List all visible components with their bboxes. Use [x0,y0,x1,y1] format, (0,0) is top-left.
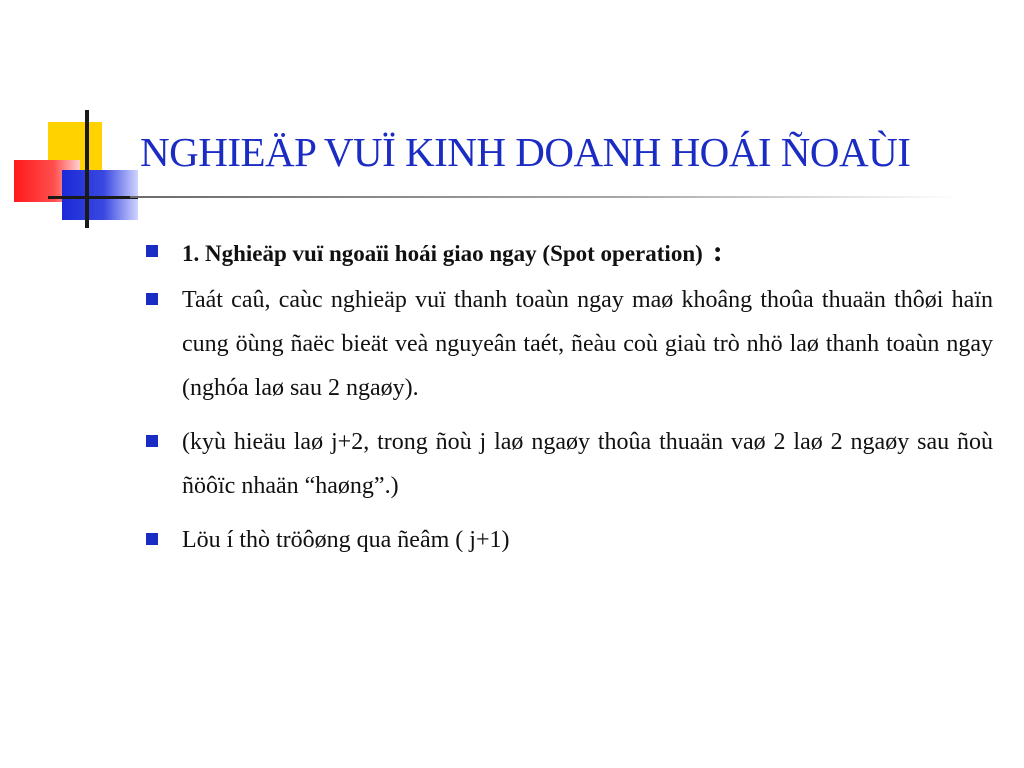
square-bullet-icon [146,245,158,257]
horizontal-line-decoration [48,196,138,199]
blue-block-decoration [62,170,138,220]
bullet-text: (kyù hieäu laø j+2, trong ñoù j laø ngaøy thoûa thuaän vaø 2 laø 2 ngaøy sau ñoù ñöôïc nhaän “haøng”.) [182,429,993,499]
bullet-item-3 [140,420,993,508]
bullet-item-2 [140,278,993,410]
bullet-colon: : [712,235,723,268]
decorative-corner-graphic [0,0,150,240]
bullet-list [140,230,993,572]
square-bullet-icon [146,533,158,545]
title-divider [130,196,960,198]
vertical-line-decoration [85,110,89,228]
bullet-item-1 [140,230,993,276]
bullet-text: 1. Nghieäp vuï ngoaïi hoái giao ngay (Spot operation) [182,241,703,266]
slide-title: NGHIEÄP VUÏ KINH DOANH HOÁI ÑOAÙI [140,129,911,175]
bullet-text: Taát caû, caùc nghieäp vuï thanh toaùn ngay maø khoâng thoûa thuaän thôøi haïn cung öùng ñaëc bieät veà nguyeân taét, ñeàu coù giaù trò nhö laø thanh toaùn ngay (nghóa laø sau 2 ngaøy). [182,287,993,401]
square-bullet-icon [146,293,158,305]
bullet-item-4 [140,518,993,562]
square-bullet-icon [146,435,158,447]
bullet-text: Löu í thò tröôøng qua ñeâm ( j+1) [182,527,510,553]
